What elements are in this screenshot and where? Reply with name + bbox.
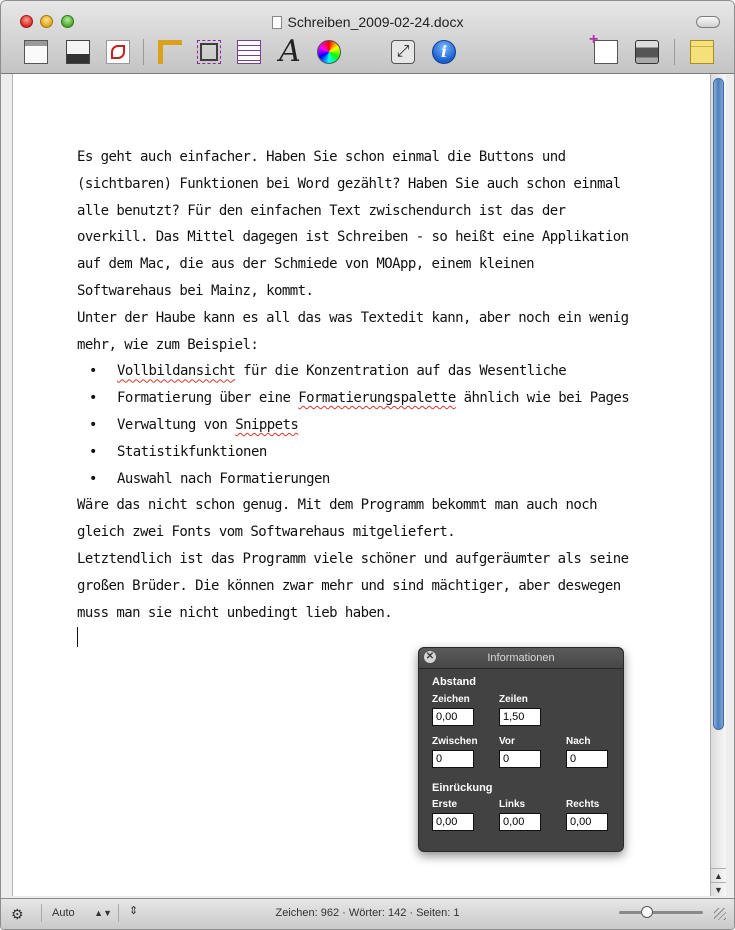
text-line: Es geht auch einfacher. Haben Sie schon einmal die Buttons und bbox=[77, 149, 566, 165]
list-item-text: Auswahl nach Formatierungen bbox=[117, 470, 330, 487]
titlebar-toolbar bbox=[1, 1, 734, 74]
paragraph-3 bbox=[77, 492, 697, 546]
scroll-up-arrow[interactable]: ▲ bbox=[711, 868, 726, 883]
text-line: muss man sie nicht unbedingt lieb haben. bbox=[77, 604, 393, 621]
list-item-text: ähnlich wie bei Pages bbox=[455, 390, 630, 407]
document-statistics: Zeichen: 962 · Wörter: 142 · Seiten: 1 bbox=[275, 907, 460, 919]
toolbar-separator bbox=[674, 39, 675, 65]
misspelled-word[interactable]: Formatierungspalette bbox=[298, 390, 456, 407]
notes-icon bbox=[690, 40, 714, 64]
frame-button[interactable] bbox=[194, 37, 224, 67]
new-document-icon bbox=[594, 40, 618, 64]
paragraph-1 bbox=[77, 144, 697, 305]
scroll-down-arrow[interactable]: ▼ bbox=[711, 882, 726, 897]
ruler-button[interactable] bbox=[155, 37, 185, 67]
save-icon bbox=[66, 40, 90, 64]
text-line: Softwarehaus bei Mainz, kommt. bbox=[77, 282, 314, 299]
ruler-icon bbox=[158, 40, 182, 64]
colors-button[interactable] bbox=[314, 37, 344, 67]
text-cursor bbox=[77, 627, 78, 647]
resize-grip-icon[interactable] bbox=[714, 908, 726, 920]
text-line: (sichtbaren) Funktionen bei Word gezählt? Haben Sie auch schon einmal bbox=[77, 175, 621, 192]
format-stepper-icon[interactable]: ⇕ bbox=[129, 905, 139, 917]
label-rechts: Rechts bbox=[566, 799, 600, 810]
label-vor: Vor bbox=[499, 736, 515, 747]
list-item-text: Verwaltung von bbox=[117, 416, 236, 433]
fullscreen-button[interactable] bbox=[388, 37, 418, 67]
list-item bbox=[77, 358, 697, 385]
info-panel-title[interactable] bbox=[419, 648, 623, 669]
zoom-slider-knob[interactable] bbox=[641, 906, 653, 918]
misspelled-word[interactable]: Snippets bbox=[235, 416, 299, 433]
list-item bbox=[77, 412, 697, 439]
table-icon bbox=[237, 40, 261, 64]
toolbar-separator bbox=[143, 39, 144, 65]
text-line: Letztendlich ist das Programm viele schöner und aufgeräumter als seine bbox=[77, 550, 629, 567]
misspelled-word[interactable]: Vollbildansicht bbox=[117, 363, 236, 380]
list-item-text: Statistikfunktionen bbox=[117, 443, 267, 460]
left-indent-field[interactable]: 0,00 bbox=[499, 813, 541, 831]
spacing-between-field[interactable]: 0 bbox=[432, 750, 474, 768]
label-links: Links bbox=[499, 799, 526, 810]
font-icon: A bbox=[279, 34, 301, 69]
document-properties-icon bbox=[24, 40, 48, 64]
status-bar bbox=[1, 898, 734, 930]
list-item bbox=[77, 385, 697, 412]
paragraph-2 bbox=[77, 305, 697, 359]
color-wheel-icon bbox=[317, 40, 341, 64]
toolbar-toggle-button[interactable] bbox=[696, 16, 720, 28]
close-icon[interactable]: ✕ bbox=[425, 651, 435, 662]
new-document-button[interactable] bbox=[591, 37, 621, 67]
window-title bbox=[1, 14, 734, 30]
frame-icon bbox=[200, 43, 218, 61]
label-zeilen: Zeilen bbox=[499, 694, 528, 705]
char-spacing-field[interactable]: 0,00 bbox=[432, 708, 474, 726]
document-proxy-icon[interactable] bbox=[272, 16, 282, 29]
list-item bbox=[77, 439, 697, 466]
print-icon bbox=[635, 40, 659, 64]
fonts-button[interactable] bbox=[275, 34, 305, 69]
text-line: mehr, wie zum Beispiel: bbox=[77, 336, 259, 353]
label-zeichen: Zeichen bbox=[432, 694, 470, 705]
info-button[interactable] bbox=[429, 37, 459, 67]
gear-icon[interactable]: ⚙ bbox=[11, 906, 24, 922]
text-line: overkill. Das Mittel dagegen ist Schreiben - so heißt eine Applikation bbox=[77, 229, 629, 246]
text-line: Unter der Haube kann es all das was Textedit kann, aber noch ein wenig bbox=[77, 309, 629, 326]
pdf-icon bbox=[106, 40, 130, 64]
vertical-scrollbar[interactable] bbox=[710, 74, 726, 896]
paragraph-4 bbox=[77, 546, 697, 626]
first-indent-field[interactable]: 0,00 bbox=[432, 813, 474, 831]
list-item-text: Formatierung über eine bbox=[117, 390, 299, 407]
section-spacing: Abstand bbox=[432, 676, 476, 688]
export-pdf-button[interactable] bbox=[103, 37, 133, 67]
save-button[interactable] bbox=[63, 37, 93, 67]
text-line: Wäre das nicht schon genug. Mit dem Programm bekommt man auch noch bbox=[77, 497, 597, 514]
text-line: auf dem Mac, die aus der Schmiede von MOApp, einem kleinen bbox=[77, 256, 534, 273]
label-erste: Erste bbox=[432, 799, 458, 810]
info-panel-title-text: Informationen bbox=[487, 652, 555, 664]
print-button[interactable] bbox=[632, 37, 662, 67]
label-zwischen: Zwischen bbox=[432, 736, 478, 747]
document-properties-button[interactable] bbox=[21, 37, 51, 67]
bullet-list bbox=[77, 358, 697, 492]
zoom-value: Auto bbox=[52, 907, 75, 919]
window-title-text: Schreiben_2009-02-24.docx bbox=[287, 14, 464, 30]
section-indent: Einrückung bbox=[432, 782, 493, 794]
zoom-slider[interactable] bbox=[619, 911, 703, 914]
updown-icon: ▲▼ bbox=[94, 908, 112, 918]
info-icon: i bbox=[432, 40, 456, 64]
list-item bbox=[77, 466, 697, 493]
table-button[interactable] bbox=[234, 37, 264, 67]
line-spacing-field[interactable]: 1,50 bbox=[499, 708, 541, 726]
info-panel bbox=[418, 647, 624, 852]
label-nach: Nach bbox=[566, 736, 591, 747]
spacing-before-field[interactable]: 0 bbox=[499, 750, 541, 768]
fullscreen-icon: ⤢ bbox=[391, 40, 415, 64]
list-item-text: für die Konzentration auf das Wesentliche bbox=[235, 363, 567, 380]
document-text[interactable] bbox=[77, 144, 697, 653]
notes-button[interactable] bbox=[687, 37, 717, 67]
text-line: großen Brüder. Die können zwar mehr und sind mächtiger, aber deswegen bbox=[77, 577, 621, 594]
spacing-after-field[interactable]: 0 bbox=[566, 750, 608, 768]
text-line: alle benutzt? Für den einfachen Text zwischendurch ist das der bbox=[77, 202, 566, 219]
scrollbar-thumb[interactable] bbox=[713, 78, 724, 730]
right-indent-field[interactable]: 0,00 bbox=[566, 813, 608, 831]
text-line: gleich zwei Fonts vom Softwarehaus mitgeliefert. bbox=[77, 524, 456, 541]
